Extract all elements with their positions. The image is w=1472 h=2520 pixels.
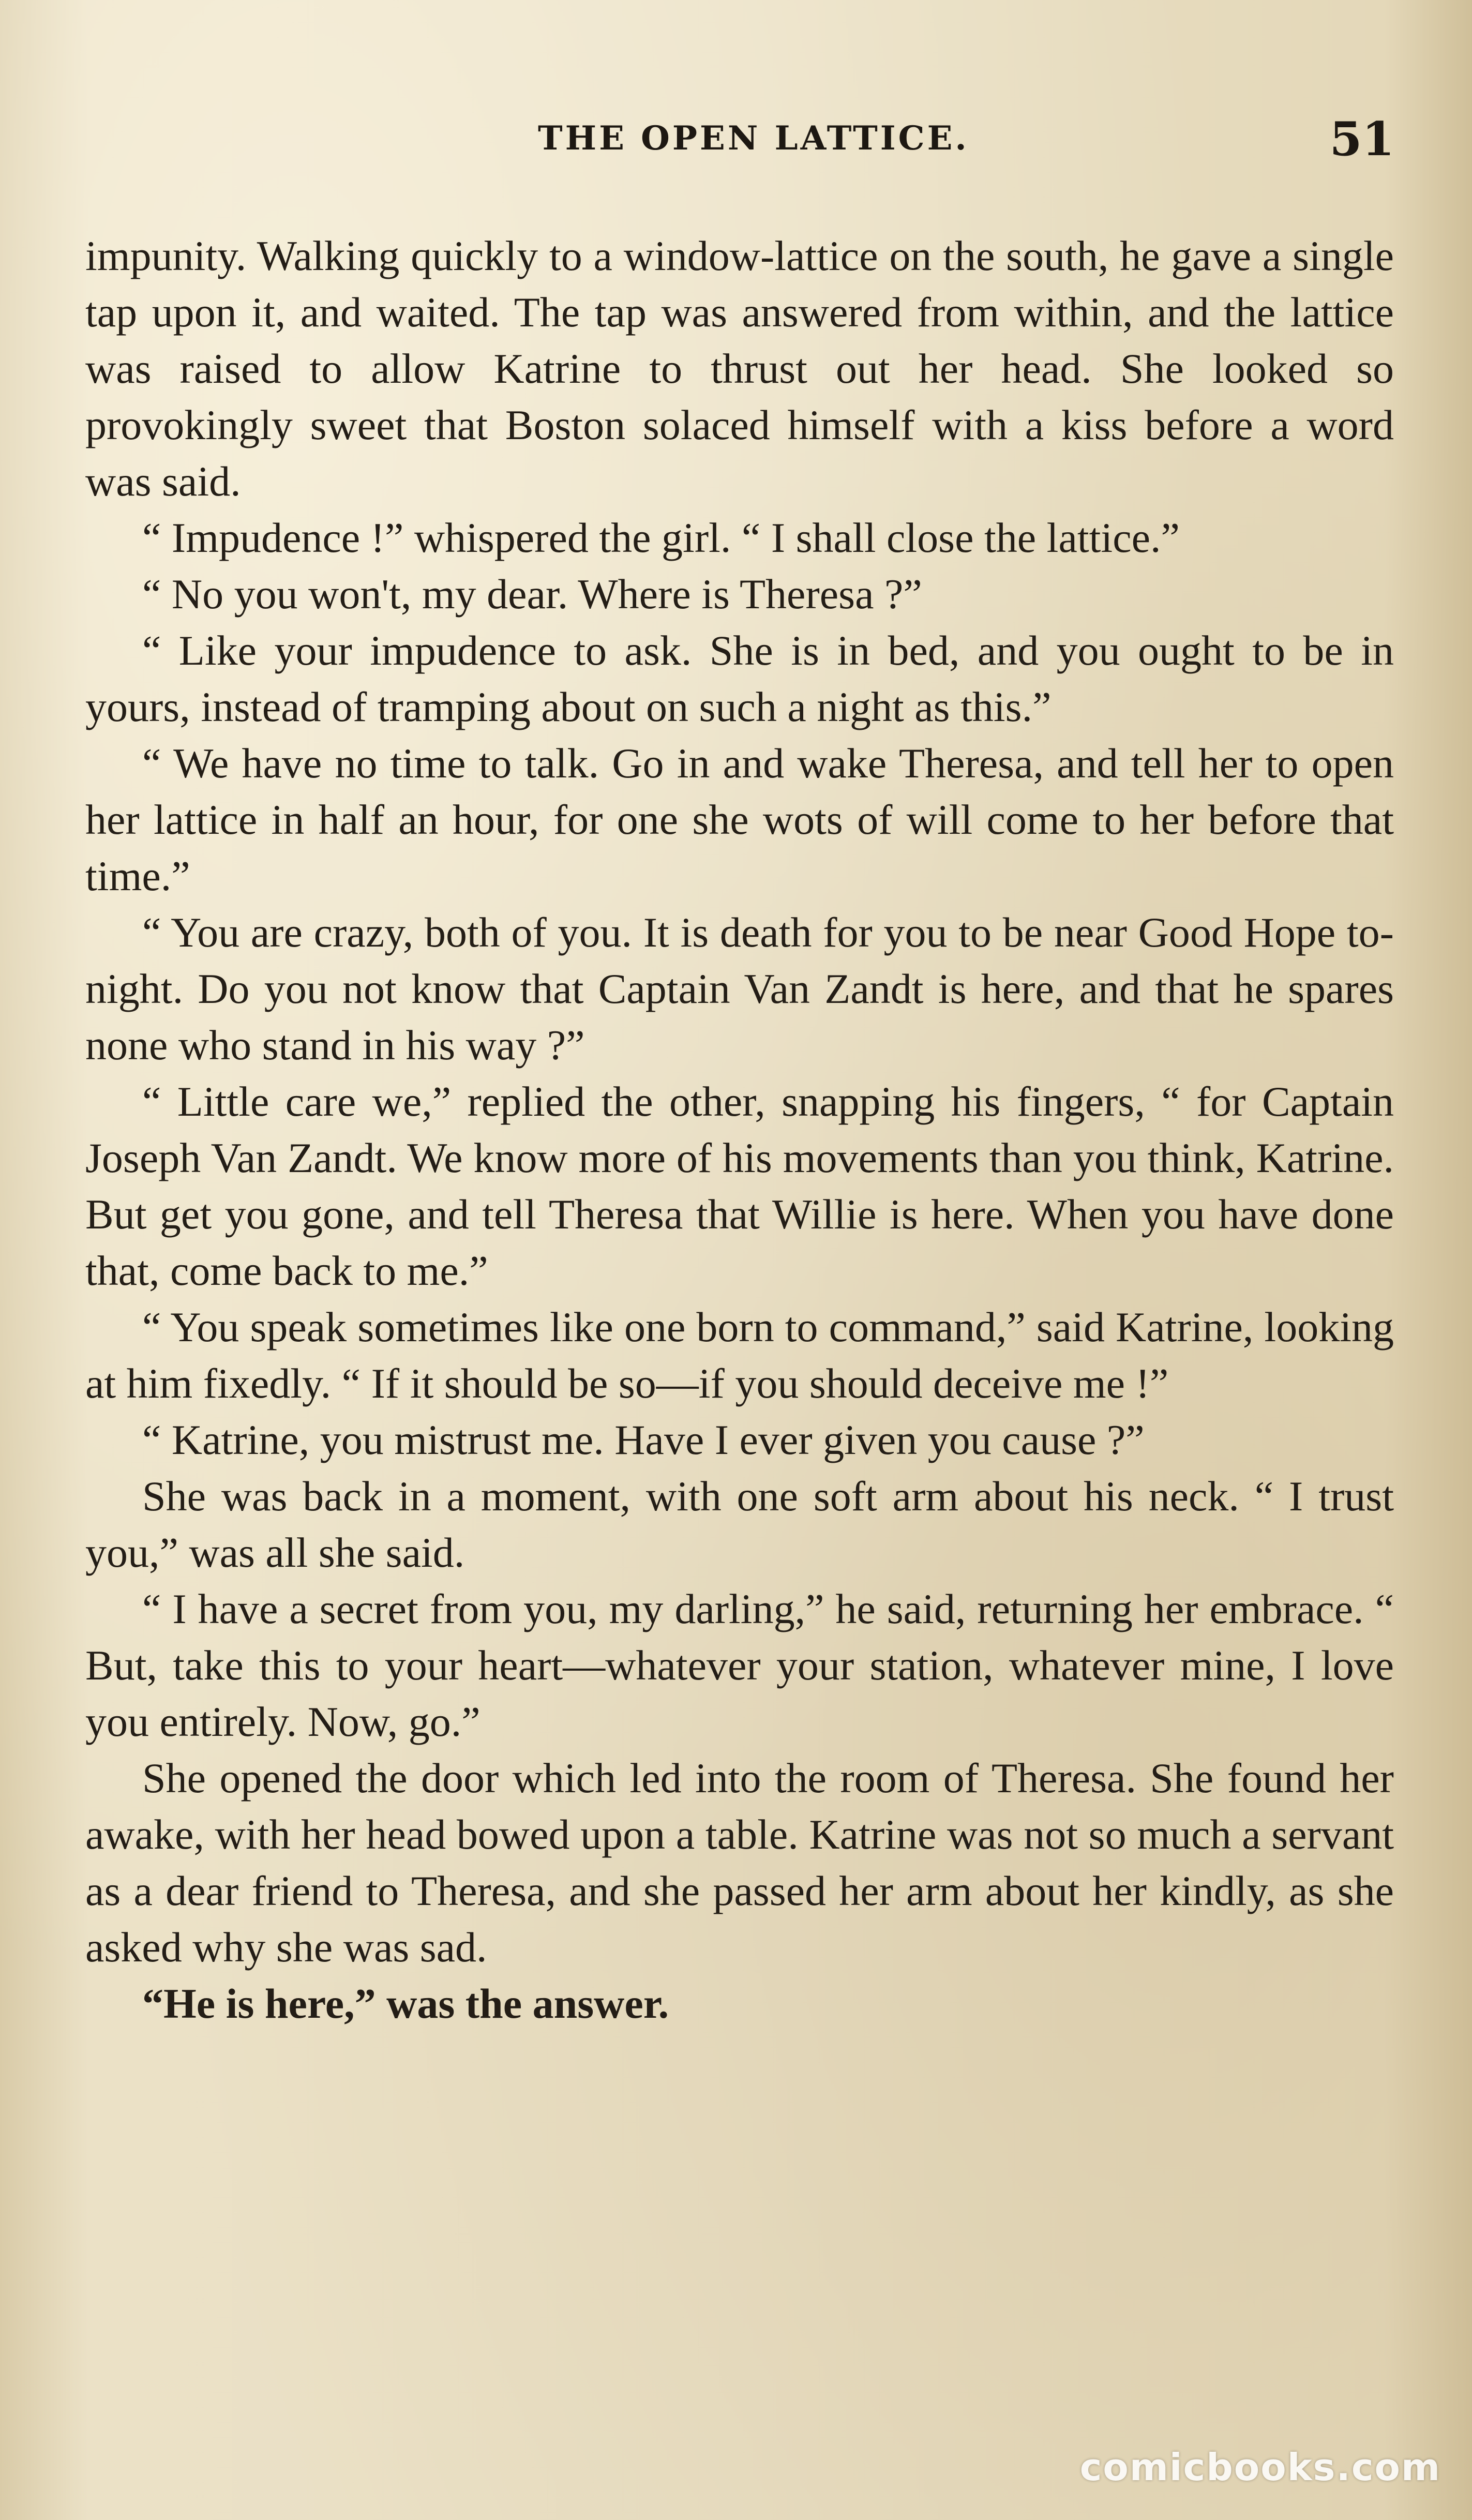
paragraph: “ You speak sometimes like one born to command,” said Katrine, looking at him fixedly. “ If it should be so—if you should deceive me !” (85, 1303, 1394, 1407)
running-head: THE OPEN LATTICE. (538, 119, 969, 158)
watermark: comicbooks.com (1079, 2446, 1441, 2489)
paragraph: She opened the door which led into the room of Theresa. She found her awake, with her head bowed upon a table. Katrine was not so much a servant as a dear friend to Theresa, and she passed her arm about her kindly, as she asked why she was sad. (85, 1754, 1394, 1971)
paragraph: “ Katrine, you mistrust me. Have I ever given you cause ?” (142, 1416, 1145, 1463)
page-header (0, 112, 1472, 176)
paragraph: “ Little care we,” replied the other, snapping his fingers, “ for Captain Joseph Van Zandt. We know more of his movements than you think, Katrine. But get you gone, and tell Theresa that Willie is here. When you have done that, come back to me.” (85, 1078, 1394, 1294)
paragraph: “ We have no time to talk. Go in and wake Theresa, and tell her to open her lattice in half an hour, for one she wots of will come to her before that time.” (85, 740, 1394, 899)
paragraph: “ You are crazy, both of you. It is death for you to be near Good Hope to-night. Do you not know that Captain Van Zandt is here, and that he spares none who stand in his way ?” (85, 909, 1394, 1069)
paragraph: “ Impudence !” whispered the girl. “ I shall close the lattice.” (142, 514, 1180, 561)
paragraph: impunity. Walking quickly to a window-lattice on the south, he gave a single tap upon it, and waited. The tap was answered from within, and the lattice was raised to allow Katrine to thrust out her head. She looked so provokingly sweet that Boston solaced himself with a kiss before a word was said. (85, 232, 1394, 505)
paragraph: She was back in a moment, with one soft arm about his neck. “ I trust you,” was all she said. (85, 1473, 1394, 1576)
page-number: 51 (1329, 112, 1394, 167)
body-text (85, 228, 1394, 2032)
paragraph: “ Like your impudence to ask. She is in bed, and you ought to be in yours, instead of tramping about on such a night as this.” (85, 627, 1394, 730)
paragraph: “ No you won't, my dear. Where is Theresa ?” (142, 571, 922, 618)
paragraph: “He is here,” was the answer. (142, 1980, 669, 2027)
paragraph: “ I have a secret from you, my darling,” he said, returning her embrace. “ But, take this to your heart—whatever your station, whatever mine, I love you entirely. Now, go.” (85, 1585, 1394, 1745)
